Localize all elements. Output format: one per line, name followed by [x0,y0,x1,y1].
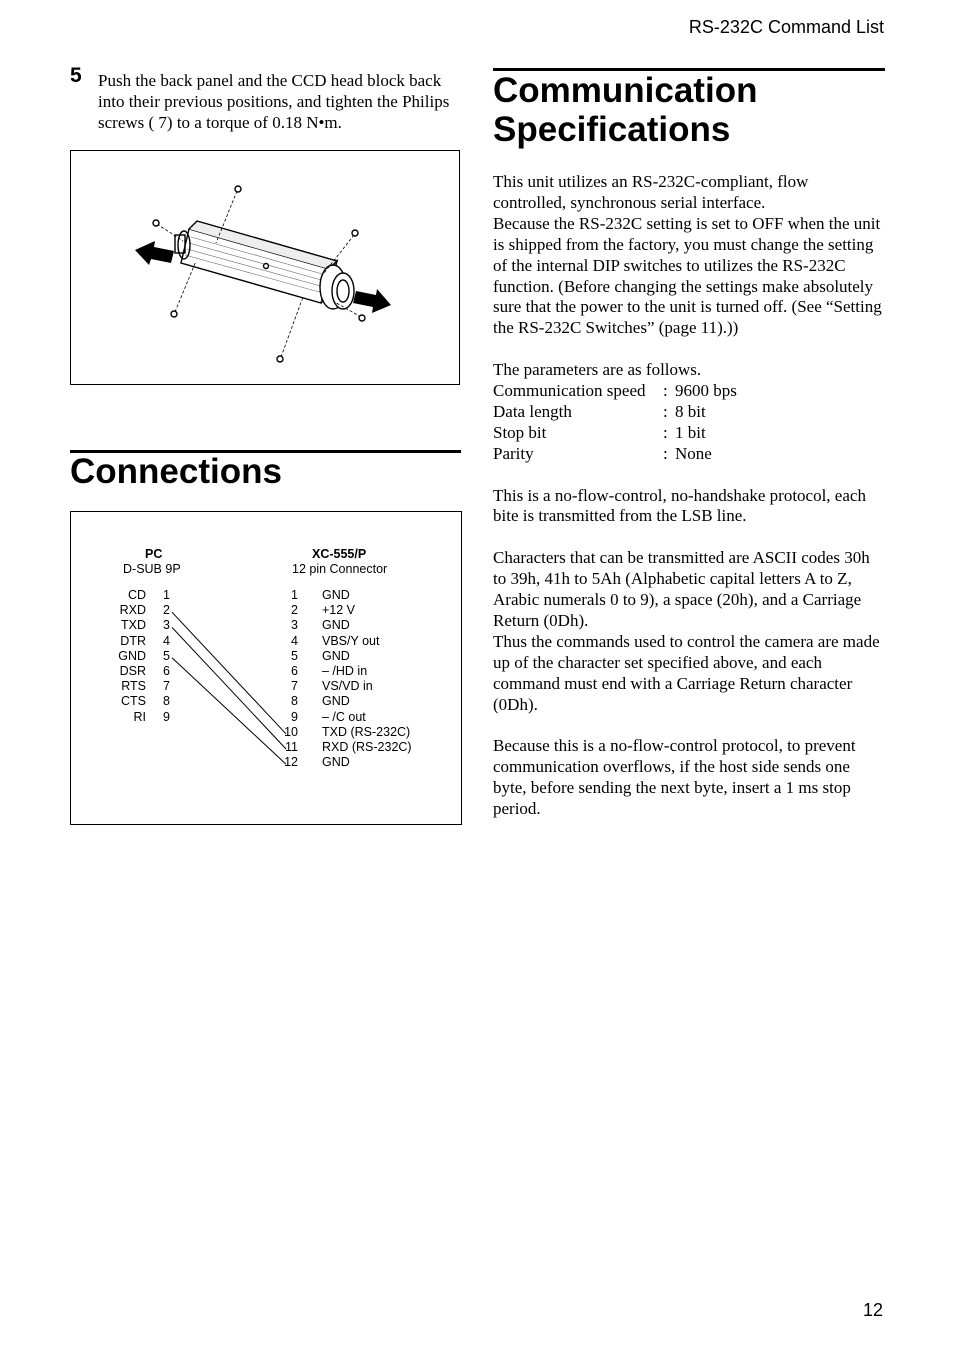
step-instruction: Push the back panel and the CCD head block back into their previous positions, and tighten the Philips screws ( 7) to a torque of 0.18 N•m. [98,71,450,132]
wire-line [172,658,286,764]
overflow-note: Because this is a no-flow-control protocol, to prevent communication overflows, if the host side sends one byte, before sending the next byte, insert a 1 ms stop period. [493,736,856,819]
parameter-row [493,402,885,423]
pc-pin-number: 6 [163,664,170,678]
camera-title: XC-555/P [312,547,367,561]
camera-pin-name: +12 V [322,603,356,618]
parameter-name: Data length [493,401,572,421]
parameter-separator: : [663,401,668,421]
comm-spec-title [493,71,757,149]
camera-pin-name: GND [322,694,350,709]
camera-pin-name: GND [322,618,350,633]
commands-paragraph: Thus the commands used to control the camera are made up of the character set specified above, and each command must end with a Carriage Return character (0Dh). [493,631,880,714]
pc-pin-number: 9 [163,709,170,724]
comm-spec-title-line2: Specifications [493,110,731,149]
parameter-value: 8 bit [675,401,706,421]
comm-spec-title-line1: Communication [493,71,758,110]
parameter-row [493,444,885,465]
pc-pin-number: 5 [163,648,170,663]
camera-pin-name: RXD (RS-232C) [322,740,412,754]
parameter-separator: : [663,381,668,401]
intro-paragraph: This unit utilizes an RS-232C-compliant, flow controlled, synchronous serial interface. [493,172,809,212]
camera-pin-number: 7 [291,679,298,694]
camera-pin-name: TXD (RS-232C) [322,724,411,739]
camera-pin-number: 3 [291,618,298,633]
parameter-separator: : [663,443,668,463]
camera-pin-number: 5 [291,648,298,663]
camera-pin-name: GND [322,755,350,770]
pc-pin-number: 2 [163,603,170,618]
params-intro: The parameters are as follows. [493,360,702,380]
camera-pin-number: 1 [291,588,298,602]
camera-pin-name: GND [322,588,350,602]
camera-illustration [71,151,461,386]
parameter-table [493,381,885,465]
camera-connector-label: 12 pin Connector [292,562,388,576]
connections-title: Connections [70,452,282,491]
parameter-row [493,423,885,444]
pc-title: PC [145,547,163,561]
pc-pin-name: CTS [121,694,146,709]
characters-paragraph: Characters that can be transmitted are ASCII codes 30h to 39h, 41h to 5Ah (Alphabetic capital letters A to Z, Arabic numerals 0 to 9), a space (20h), and a Carriage Return (0Dh). [493,548,870,630]
page-number: 12 [862,1300,883,1320]
pc-pin-name: GND [118,648,146,663]
camera-pin-name: GND [322,648,350,663]
camera-pin-number: 10 [284,724,298,739]
camera-pin-number: 12 [284,755,298,770]
dip-switch-paragraph: Because the RS-232C setting is set to OFF when the unit is shipped from the factory, you must change the setting of the internal DIP switches to utilizes the RS-232C function. (Before changing the settings make absolutely sure that the power to the unit is turned off. (See “Setting the RS-232C Switches” (page 11).)) [493,213,882,338]
pc-pin-number: 3 [163,618,170,633]
camera-pin-name: VS/VD in [322,679,373,694]
parameter-row [493,381,885,402]
protocol-note: This is a no-flow-control, no-handshake protocol, each bite is transmitted from the LSB line. [493,485,866,526]
camera-pin-name: – /C out [322,709,366,724]
wire-line [172,627,286,749]
pc-pin-name: CD [127,588,146,602]
running-header: RS-232C Command List [688,17,884,37]
camera-pin-name: – /HD in [322,664,368,678]
comm-spec-body [493,172,885,820]
parameter-name: Communication speed [493,381,646,401]
camera-pin-number: 4 [291,633,298,648]
wire-line [172,612,286,734]
camera-pin-number: 9 [291,709,298,724]
camera-pin-number: 11 [285,740,298,754]
pc-connector-label: D-SUB 9P [123,562,181,576]
wiring-diagram [70,511,462,825]
pc-pin-name: TXD [121,618,146,633]
camera-pin-number: 8 [291,694,298,709]
parameter-separator: : [663,422,668,442]
parameter-value: 1 bit [675,422,706,442]
parameter-name: Stop bit [493,422,547,442]
pc-pin-number: 7 [163,679,170,694]
pc-pin-number: 8 [163,694,170,709]
camera-reassembly-figure [70,150,460,385]
pc-pin-name: RTS [121,679,146,694]
pc-pin-name: RXD [119,603,146,618]
pc-pin-name: DSR [119,664,146,678]
step-number: 5 [70,64,82,87]
pc-pin-number: 1 [163,588,170,602]
camera-pin-number: 2 [291,603,298,618]
camera-pin-name: VBS/Y out [322,633,380,648]
parameter-name: Parity [493,443,534,463]
pc-pin-number: 4 [163,633,170,648]
camera-pin-number: 6 [291,664,298,678]
pc-pin-name: RI [133,709,146,724]
parameter-value: 9600 bps [675,381,737,401]
pc-pin-name: DTR [120,633,146,648]
parameter-value: None [675,443,712,463]
